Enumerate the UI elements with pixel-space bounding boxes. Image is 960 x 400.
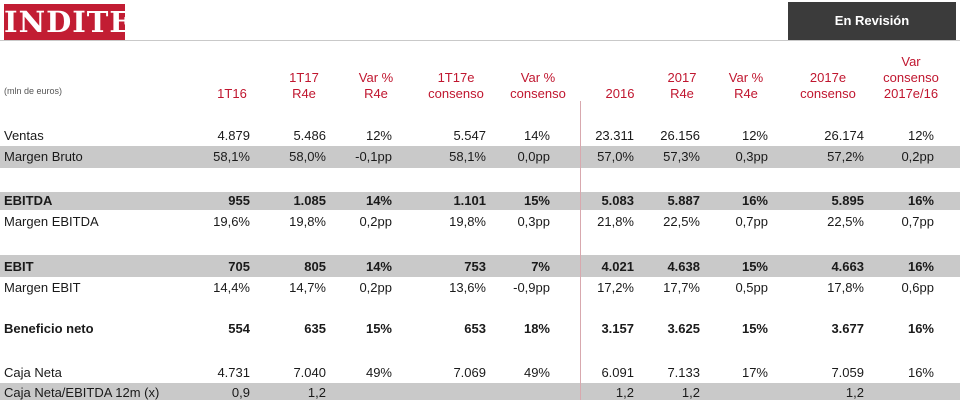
col-header-2016: 2016 [605,86,635,101]
status-badge: En Revisión [788,2,956,40]
table-cell: 57,3% [663,149,700,164]
table-cell: 19,6% [213,214,250,229]
table-cell: 4.731 [217,365,250,380]
table-cell: 26.156 [660,128,700,143]
table-cell: 0,9 [231,385,250,400]
table-cell: -0,1pp [355,149,392,164]
table-cell: 1,2 [307,385,326,400]
table-cell: 57,0% [597,149,634,164]
table-cell: 5.887 [667,193,700,208]
row-label: Caja Neta/EBITDA 12m (x) [4,385,160,400]
table-cell: 12% [741,128,768,143]
row-label: Margen EBITDA [4,214,99,229]
table-cell: 5.895 [831,193,864,208]
table-cell: 3.677 [831,321,864,336]
table-cell: 554 [228,321,250,336]
table-cell: 0,0pp [517,149,550,164]
table-cell: 26.174 [824,128,864,143]
table-cell: 3.625 [667,321,700,336]
table-cell: 16% [741,193,768,208]
inditex-logo: INDITEX [4,5,156,39]
table-cell: 7% [531,259,550,274]
table-cell: 1,2 [615,385,634,400]
units-label: (mln de euros) [4,86,63,96]
table-cell: 16% [907,321,934,336]
table-cell: 16% [907,259,934,274]
table-cell: 653 [464,321,486,336]
table-cell: 21,8% [597,214,634,229]
row-label: Margen Bruto [4,149,83,164]
table-cell: 58,1% [213,149,250,164]
table-cell: 1,2 [845,385,864,400]
row-label: Margen EBIT [4,280,81,295]
table-cell: 14% [365,259,392,274]
table-cell: 805 [304,259,326,274]
table-cell: 0,7pp [901,214,934,229]
col-header-1t16: 1T16 [217,86,247,101]
table-cell: 49% [365,365,392,380]
table-cell: 16% [907,193,934,208]
table-cell: 0,2pp [901,149,934,164]
table-cell: -0,9pp [513,280,550,295]
table-cell: 12% [907,128,934,143]
table-cell: 13,6% [449,280,486,295]
column-separator [580,101,581,400]
table-cell: 5.083 [601,193,634,208]
table-cell: 1,2 [681,385,700,400]
table-cell: 15% [741,321,768,336]
table-cell: 17% [741,365,768,380]
table-cell: 0,7pp [735,214,768,229]
table-cell: 4.021 [601,259,634,274]
col-header-1t17e-consenso: 1T17e consenso [428,70,484,101]
table-cell: 18% [523,321,550,336]
table-cell: 1.101 [453,193,486,208]
table-cell: 5.486 [293,128,326,143]
table-cell: 705 [228,259,250,274]
col-header-2017-r4e: 2017 R4e [667,70,697,101]
table-cell: 7.133 [667,365,700,380]
table-cell: 19,8% [289,214,326,229]
col-header-var-r4e-2017: Var % R4e [728,70,764,101]
table-cell: 4.638 [667,259,700,274]
table-cell: 5.547 [453,128,486,143]
table-cell: 14% [523,128,550,143]
table-cell: 14% [365,193,392,208]
table-cell: 6.091 [601,365,634,380]
table-cell: 15% [741,259,768,274]
table-cell: 15% [523,193,550,208]
header-rule [0,40,960,41]
row-label: Beneficio neto [4,321,94,336]
table-cell: 4.879 [217,128,250,143]
table-cell: 0,2pp [359,214,392,229]
table-cell: 7.059 [831,365,864,380]
row-label: Ventas [4,128,44,143]
table-cell: 7.040 [293,365,326,380]
table-cell: 23.311 [595,128,634,143]
table-cell: 7.069 [453,365,486,380]
table-cell: 0,3pp [735,149,768,164]
col-header-1t17-r4e: 1T17 R4e [289,70,319,101]
table-cell: 15% [365,321,392,336]
table-cell: 16% [907,365,934,380]
table-cell: 14,7% [289,280,326,295]
table-cell: 0,5pp [735,280,768,295]
table-cell: 955 [228,193,250,208]
row-label: EBITDA [4,193,53,208]
table-cell: 17,8% [827,280,864,295]
table-cell: 19,8% [449,214,486,229]
col-header-var-consenso-2017: Var consenso 2017e/16 [883,54,939,101]
table-cell: 12% [365,128,392,143]
col-header-2017e-consenso: 2017e consenso [800,70,856,101]
table-cell: 0,6pp [901,280,934,295]
table-cell: 17,2% [597,280,634,295]
row-label: Caja Neta [4,365,62,380]
table-cell: 14,4% [213,280,250,295]
table-cell: 57,2% [827,149,864,164]
table-cell: 58,1% [449,149,486,164]
table-cell: 1.085 [293,193,326,208]
table-cell: 0,2pp [359,280,392,295]
table-cell: 753 [464,259,486,274]
table-cell: 0,3pp [517,214,550,229]
table-cell: 49% [523,365,550,380]
table-cell: 3.157 [601,321,634,336]
table-cell: 17,7% [663,280,700,295]
table-cell: 22,5% [827,214,864,229]
row-label: EBIT [4,259,34,274]
table-cell: 4.663 [831,259,864,274]
col-header-var-consenso: Var % consenso [510,70,566,101]
col-header-var-r4e: Var % R4e [358,70,394,101]
table-cell: 22,5% [663,214,700,229]
table-cell: 58,0% [289,149,326,164]
table-cell: 635 [304,321,326,336]
